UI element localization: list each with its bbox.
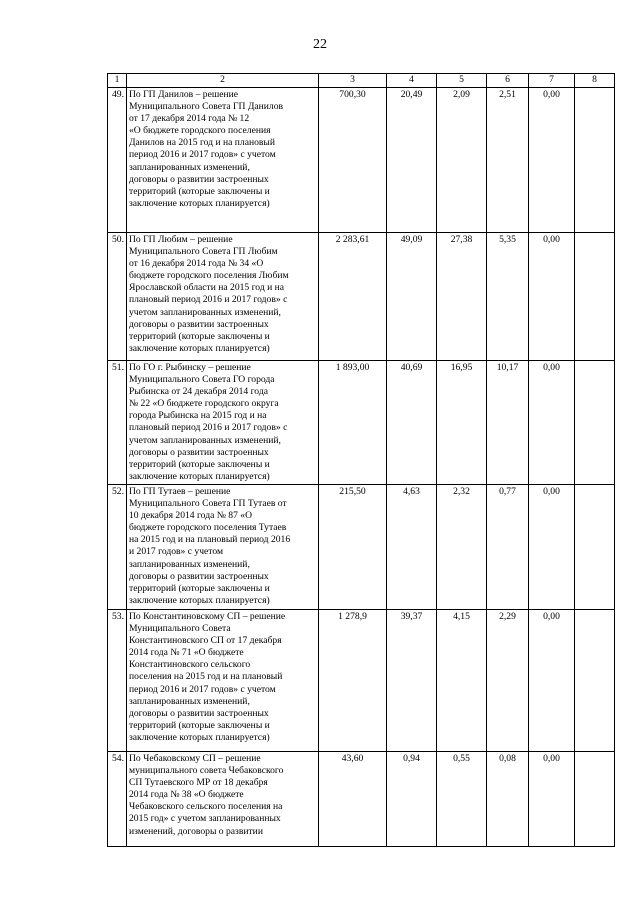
table-row [108,751,615,846]
description-line: По Константиновскому СП – решение [129,610,286,622]
description-line: договоры о развитии застроенных [129,318,269,330]
cell-col-3: 215,50 [319,484,387,609]
cell-col-5: 27,38 [437,233,487,361]
table-row [108,484,615,609]
description-line: заключение которых планируется) [129,197,270,209]
description-line: По Чебаковскому СП – решение [129,752,261,764]
description-line: территорий (которые заключены и [129,330,270,342]
cell-col-5: 2,09 [437,88,487,233]
cell-col-8 [575,361,615,485]
row-number: 53. [108,609,127,751]
description-line: № 22 «О бюджете городского округа [129,398,279,410]
cell-col-7: 0,00 [529,751,575,846]
description-line: плановый период 2016 и 2017 годов» с [129,294,288,306]
table-row [108,233,615,361]
description-line: По ГП Данилов – решение [129,89,239,100]
description-line: Рыбинска от 24 декабря 2014 года [129,386,268,398]
description-line: и 2017 годов» с учетом [129,546,224,558]
description-line: По ГП Любим – решение [129,234,233,245]
description-line: период 2016 и 2017 годов» с учетом [129,149,276,161]
description-line: поселения на 2015 год и на плановый [129,671,283,683]
cell-col-4: 40,69 [387,361,437,485]
description-line: 2015 год» с учетом запланированных [129,813,281,825]
cell-col-3: 700,30 [319,88,387,233]
row-description [127,751,319,846]
cell-col-5: 16,95 [437,361,487,485]
cell-col-4: 49,09 [387,233,437,361]
description-line: заключение которых планируется) [129,731,270,743]
header-cell-5: 5 [437,74,487,88]
cell-col-8 [575,484,615,609]
row-number: 54. [108,751,127,846]
row-number: 50. [108,233,127,361]
cell-col-7: 0,00 [529,88,575,233]
description-line: территорий (которые заключены и [129,185,270,197]
header-cell-4: 4 [387,74,437,88]
table-row [108,609,615,751]
cell-col-8 [575,609,615,751]
cell-col-5: 2,32 [437,484,487,609]
description-line: По ГП Тутаев – решение [129,485,231,497]
description-line: Муниципального Совета ГО города [129,374,275,386]
description-line: Муниципального Совета ГП Любим [129,246,278,258]
description-line: Муниципального Совета ГП Данилов [129,101,284,113]
description-line: муниципального совета Чебаковского [129,765,284,777]
description-line: Данилов на 2015 год и на плановый [129,137,275,149]
row-description [127,484,319,609]
description-line: период 2016 и 2017 годов» с учетом [129,683,276,695]
row-description [127,609,319,751]
header-cell-7: 7 [529,74,575,88]
description-line: от 17 декабря 2014 года № 12 [129,113,250,125]
table-row [108,361,615,485]
cell-col-7: 0,00 [529,233,575,361]
description-line: запланированных изменений, [129,161,250,173]
page-number: 22 [313,37,327,52]
cell-col-4: 39,37 [387,609,437,751]
cell-col-3: 43,60 [319,751,387,846]
cell-col-7: 0,00 [529,484,575,609]
cell-col-6: 5,35 [487,233,529,361]
cell-col-5: 0,55 [437,751,487,846]
description-line: плановый период 2016 и 2017 годов» с [129,422,288,434]
description-line: заключение которых планируется) [129,470,270,482]
cell-col-6: 10,17 [487,361,529,485]
description-line: По ГО г. Рыбинску – решение [129,362,251,373]
row-number: 52. [108,484,127,609]
description-line: запланированных изменений, [129,558,250,570]
table-row [108,88,615,233]
header-cell-8: 8 [575,74,615,88]
description-line: Константиновского СП от 17 декабря [129,635,282,647]
description-line: на 2015 год и на плановый период 2016 [129,534,291,546]
description-line: изменений, договоры о развитии [129,825,263,837]
description-line: Муниципального Совета [129,623,231,635]
description-line: 2014 года № 38 «О бюджете [129,789,244,801]
description-line: договоры о развитии застроенных [129,570,269,582]
cell-col-3: 1 278,9 [319,609,387,751]
cell-col-6: 0,08 [487,751,529,846]
description-line: территорий (которые заключены и [129,458,270,470]
row-description [127,361,319,485]
cell-col-6: 2,51 [487,88,529,233]
description-line: запланированных изменений, [129,695,250,707]
description-line: учетом запланированных изменений, [129,434,281,446]
description-line: Ярославской области на 2015 год и на [129,282,285,294]
cell-col-8 [575,88,615,233]
description-line: «О бюджете городского поселения [129,125,271,137]
row-description [127,233,319,361]
cell-col-5: 4,15 [437,609,487,751]
cell-col-7: 0,00 [529,609,575,751]
description-line: бюджете городского поселения Тутаев [129,522,287,534]
row-number: 51. [108,361,127,485]
cell-col-3: 1 893,00 [319,361,387,485]
header-cell-2: 2 [127,74,319,88]
header-cell-6: 6 [487,74,529,88]
description-line: Муниципального Совета ГП Тутаев от [129,498,287,510]
cell-col-8 [575,233,615,361]
header-cell-3: 3 [319,74,387,88]
cell-col-6: 0,77 [487,484,529,609]
description-line: города Рыбинска на 2015 год и на [129,410,267,422]
description-line: Константиновского сельского [129,659,251,671]
cell-col-4: 0,94 [387,751,437,846]
description-line: 10 декабря 2014 года № 87 «О [129,510,253,522]
description-line: территорий (которые заключены и [129,719,270,731]
table-body [108,74,615,847]
cell-col-8 [575,751,615,846]
cell-col-4: 20,49 [387,88,437,233]
header-row [108,74,615,88]
budget-table [107,73,615,847]
description-line: заключение которых планируется) [129,594,270,606]
description-line: учетом запланированных изменений, [129,306,281,318]
description-line: Чебаковского сельского поселения на [129,801,283,813]
description-line: 2014 года № 71 «О бюджете [129,647,244,659]
header-cell-1: 1 [108,74,127,88]
description-line: договоры о развитии застроенных [129,707,269,719]
row-number: 49. [108,88,127,233]
cell-col-3: 2 283,61 [319,233,387,361]
description-line: СП Тутаевского МР от 18 декабря [129,777,268,789]
row-description [127,88,319,233]
cell-col-7: 0,00 [529,361,575,485]
cell-col-4: 4,63 [387,484,437,609]
description-line: договоры о развитии застроенных [129,446,269,458]
cell-col-6: 2,29 [487,609,529,751]
description-line: заключение которых планируется) [129,342,270,354]
description-line: бюджете городского поселения Любим [129,270,289,282]
description-line: договоры о развитии застроенных [129,173,269,185]
description-line: территорий (которые заключены и [129,582,270,594]
description-line: от 16 декабря 2014 года № 34 «О [129,258,264,270]
